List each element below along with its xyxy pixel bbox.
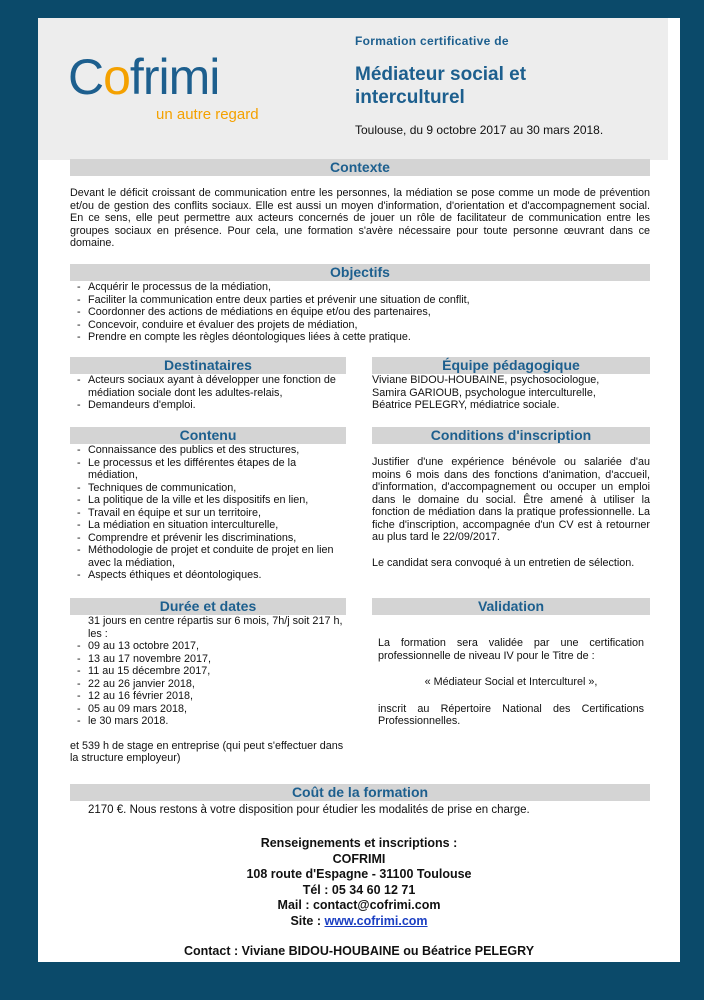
section-heading: Équipe pédagogique — [372, 357, 650, 374]
section-heading: Contenu — [70, 427, 346, 444]
section-heading: Destinataires — [70, 357, 346, 374]
list-item: - 13 au 17 novembre 2017, — [70, 653, 346, 666]
list-item: - Comprendre et prévenir les discriminations, — [70, 532, 346, 545]
contact-title: Renseignements et inscriptions : — [260, 836, 458, 850]
title-line-1: Médiateur social et — [355, 64, 527, 85]
section-heading: Coût de la formation — [70, 784, 650, 801]
cofrimi-logo — [68, 48, 278, 138]
list-item: - le 30 mars 2018. — [70, 715, 346, 728]
cout-text: 2170 €. Nous restons à votre disposition pour étudier les modalités de prise en charge. — [88, 804, 530, 816]
section-duree — [70, 598, 346, 765]
list-item: - Aspects éthiques et déontologiques. — [70, 569, 346, 582]
logo-wordmark: Cofrimi — [68, 49, 220, 105]
equipe-members — [372, 374, 650, 412]
section-contexte — [70, 159, 650, 250]
section-destinataires — [70, 357, 346, 412]
list-item: - Demandeurs d'emploi. — [70, 399, 346, 412]
list-item: - Travail en équipe et sur un territoire, — [70, 507, 346, 520]
site-label: Site : — [290, 913, 325, 928]
page-title — [355, 63, 665, 109]
contenu-list — [70, 444, 346, 582]
list-item: - Prendre en compte les règles déontologiques liées à cette pratique. — [70, 331, 650, 344]
validation-registry: inscrit au Répertoire National des Certifications Professionnelles. — [378, 702, 644, 727]
header-text — [355, 34, 665, 137]
list-item: - Acteurs sociaux ayant à développer une fonction de médiation sociale dont les adultes-relais, — [70, 374, 346, 399]
validation-text: La formation sera validée par une certification professionnelle de niveau IV pour le Titre de : — [378, 637, 644, 662]
list-item: - Concevoir, conduire et évaluer des projets de médiation, — [70, 319, 650, 332]
contact-phone: Tél : 05 34 60 12 71 — [302, 882, 416, 897]
list-item: - 05 au 09 mars 2018, — [70, 703, 346, 716]
list-item: - 11 au 15 décembre 2017, — [70, 665, 346, 678]
section-objectifs — [70, 264, 650, 344]
conditions-note: Le candidat sera convoqué à un entretien de sélection. — [372, 556, 635, 569]
contact-mail: Mail : contact@cofrimi.com — [277, 898, 441, 912]
contact-address: 108 route d'Espagne - 31100 Toulouse — [246, 867, 472, 881]
header-banner — [38, 18, 668, 160]
section-heading: Conditions d'inscription — [372, 427, 650, 444]
section-heading: Validation — [372, 598, 650, 615]
contact-site — [38, 914, 680, 930]
section-cout — [70, 784, 650, 817]
section-heading: Contexte — [70, 159, 650, 176]
contact-block — [38, 836, 680, 929]
list-item: - 12 au 16 février 2018, — [70, 690, 346, 703]
list-item: - Méthodologie de projet et conduite de projet en lien avec la médiation, — [70, 544, 346, 569]
list-item: - Connaissance des publics et des structures, — [70, 444, 346, 457]
duree-intro: 31 jours en centre répartis sur 6 mois, 7h/j soit 217 h, les : — [88, 615, 343, 640]
section-heading: Objectifs — [70, 264, 650, 281]
duree-dates-list — [70, 640, 346, 728]
team-member: Béatrice PELEGRY, médiatrice sociale. — [372, 399, 560, 411]
section-contenu — [70, 427, 346, 582]
list-item: - La politique de la ville et les dispositifs en lien, — [70, 494, 346, 507]
list-item: - Techniques de communication, — [70, 482, 346, 495]
document-page — [38, 18, 680, 962]
team-member: Viviane BIDOU-HOUBAINE, psychosociologue, — [372, 374, 600, 386]
site-link[interactable]: www.cofrimi.com — [324, 913, 428, 928]
list-item: - 22 au 26 janvier 2018, — [70, 678, 346, 691]
list-item: - Acquérir le processus de la médiation, — [70, 281, 650, 294]
section-equipe — [372, 357, 650, 412]
destinataires-list — [70, 374, 346, 412]
list-item: - 09 au 13 octobre 2017, — [70, 640, 346, 653]
section-heading: Durée et dates — [70, 598, 346, 615]
header-dates: Toulouse, du 9 octobre 2017 au 30 mars 2018. — [355, 123, 604, 137]
list-item: - Coordonner des actions de médiations en équipe et/ou des partenaires, — [70, 306, 650, 319]
conditions-text: Justifier d'une expérience bénévole ou salariée d'au moins 6 mois dans des fonctions d'animation, d'accueil, d'information, d'accompagnement ou occuper un emploi dans le domaine du social. Être amené à utiliser la fonction de médiation dans la pratique professionnelle. La fiche d'inscription, accompagnée d'un CV est à retourner au plus tard le 22/09/2017. — [372, 456, 650, 543]
section-validation — [372, 598, 650, 728]
logo-tagline: un autre regard — [156, 106, 259, 123]
list-item: - Faciliter la communication entre deux parties et prévenir une situation de conflit, — [70, 294, 650, 307]
validation-title: « Médiateur Social et Interculturel », — [424, 676, 598, 688]
header-subtitle: Formation certificative de — [355, 34, 509, 48]
contact-people: Contact : Viviane BIDOU-HOUBAINE ou Béatrice PELEGRY — [183, 944, 535, 958]
contexte-text: Devant le déficit croissant de communication entre les personnes, la médiation se pose comme un mode de prévention et/ou de gestion des conflits sociaux. Elle est aussi un moyen d'information, d'orientation et d'accompagnement social. En ce sens, elle peut permettre aux acteurs concernés de jouer un rôle de facilitateur de communication entre les groupes sociaux en présence. Pour cela, une formation s'avère nécessaire pour toute personne œuvrant dans ce domaine. — [70, 187, 650, 249]
duree-stage: et 539 h de stage en entreprise (qui peut s'effectuer dans la structure employeur) — [70, 739, 344, 764]
list-item: - La médiation en situation interculturelle, — [70, 519, 346, 532]
team-member: Samira GARIOUB, psychologue interculturelle, — [372, 386, 596, 399]
objectifs-list — [70, 281, 650, 344]
list-item: - Le processus et les différentes étapes de la médiation, — [70, 457, 346, 482]
contact-org: COFRIMI — [332, 851, 386, 866]
section-conditions — [372, 427, 650, 569]
title-line-2: interculturel — [355, 87, 465, 108]
